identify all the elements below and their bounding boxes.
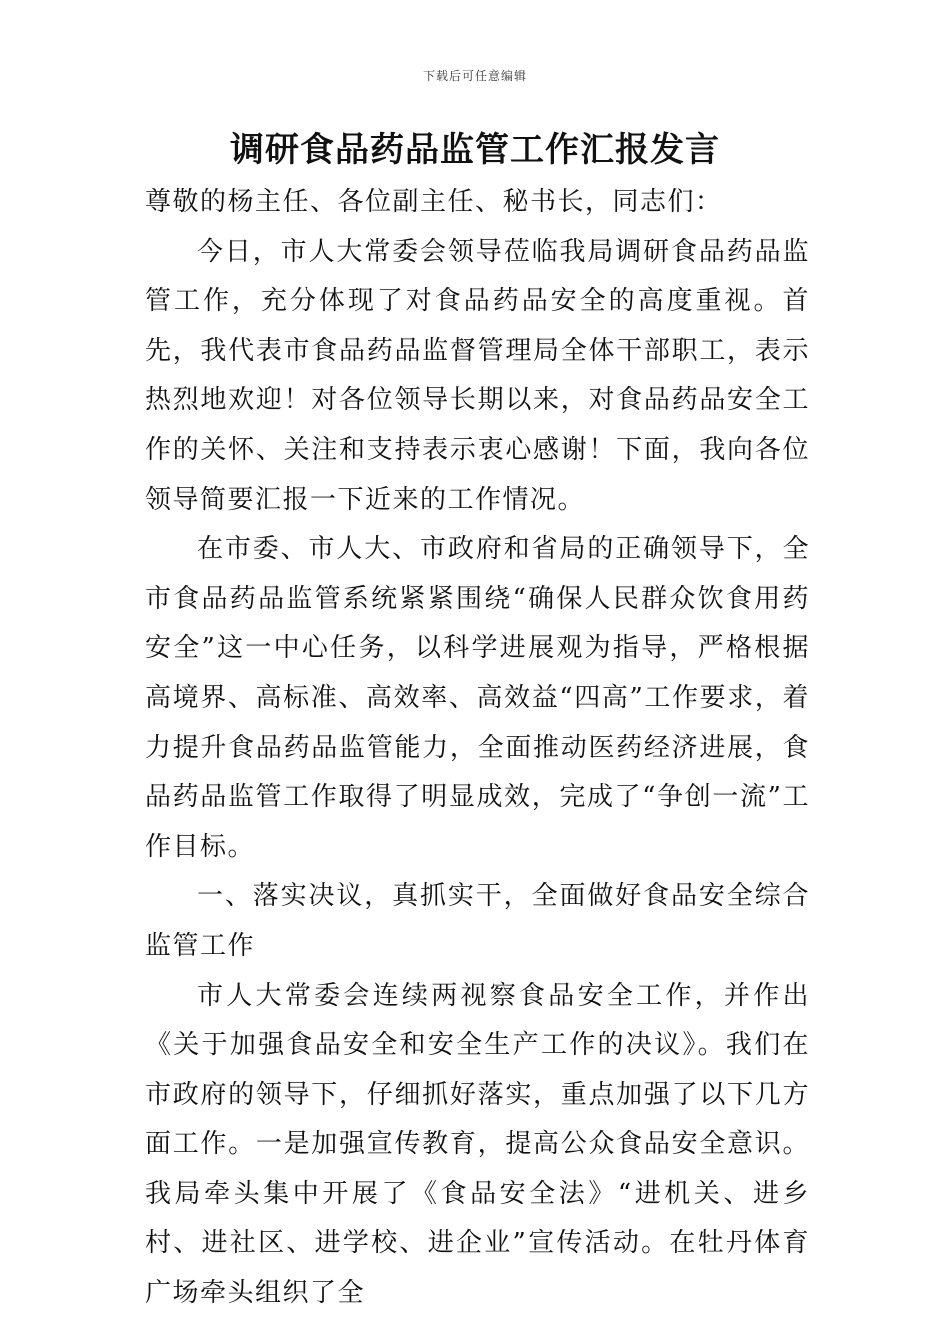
paragraph-section-1: 市人大常委会连续两视察食品安全工作，并作出《关于加强食品安全和安全生产工作的决议》。我们在市政府的领导下，仔细抓好落实，重点加强了以下几方面工作。一是加强宣传教育，提高公众食品安全意识。我局牵头集中开展了《食品安全法》“进机关、进乡村、进社区、进学校、进企业”宣传活动。在牡丹体育广场牵头组织了全	[145, 980, 810, 1309]
paragraph-overview: 在市委、市人大、市政府和省局的正确领导下，全市食品药品监管系统紧紧围绕“确保人民群众饮食用药安全”这一中心任务，以科学进展观为指导，严格根据高境界、高标准、高效率、高效益“四高”工作要求，着力提升食品药品监管能力，全面推动医药经济进展，食品药品监管工作取得了明显成效，完成了“争创一流”工作目标。	[145, 534, 810, 862]
header-note: 下载后可任意编辑	[422, 69, 527, 83]
section-heading-1: 一、落实决议，真抓实干，全面做好食品安全综合监管工作	[145, 881, 810, 961]
paragraph-intro: 今日，市人大常委会领导莅临我局调研食品药品监管工作，充分体现了对食品药品安全的高度重视。首先，我代表市食品药品监督管理局全体干部职工，表示热烈地欢迎！对各位领导长期以来，对食品药品安全工作的关怀、关注和支持表示衷心感谢！下面，我向各位领导简要汇报一下近来的工作情况。	[145, 236, 810, 515]
document-title: 调研食品药品监管工作汇报发言	[230, 130, 720, 170]
document-body	[145, 178, 810, 1319]
salutation: 尊敬的杨主任、各位副主任、秘书长，同志们：	[145, 187, 723, 217]
